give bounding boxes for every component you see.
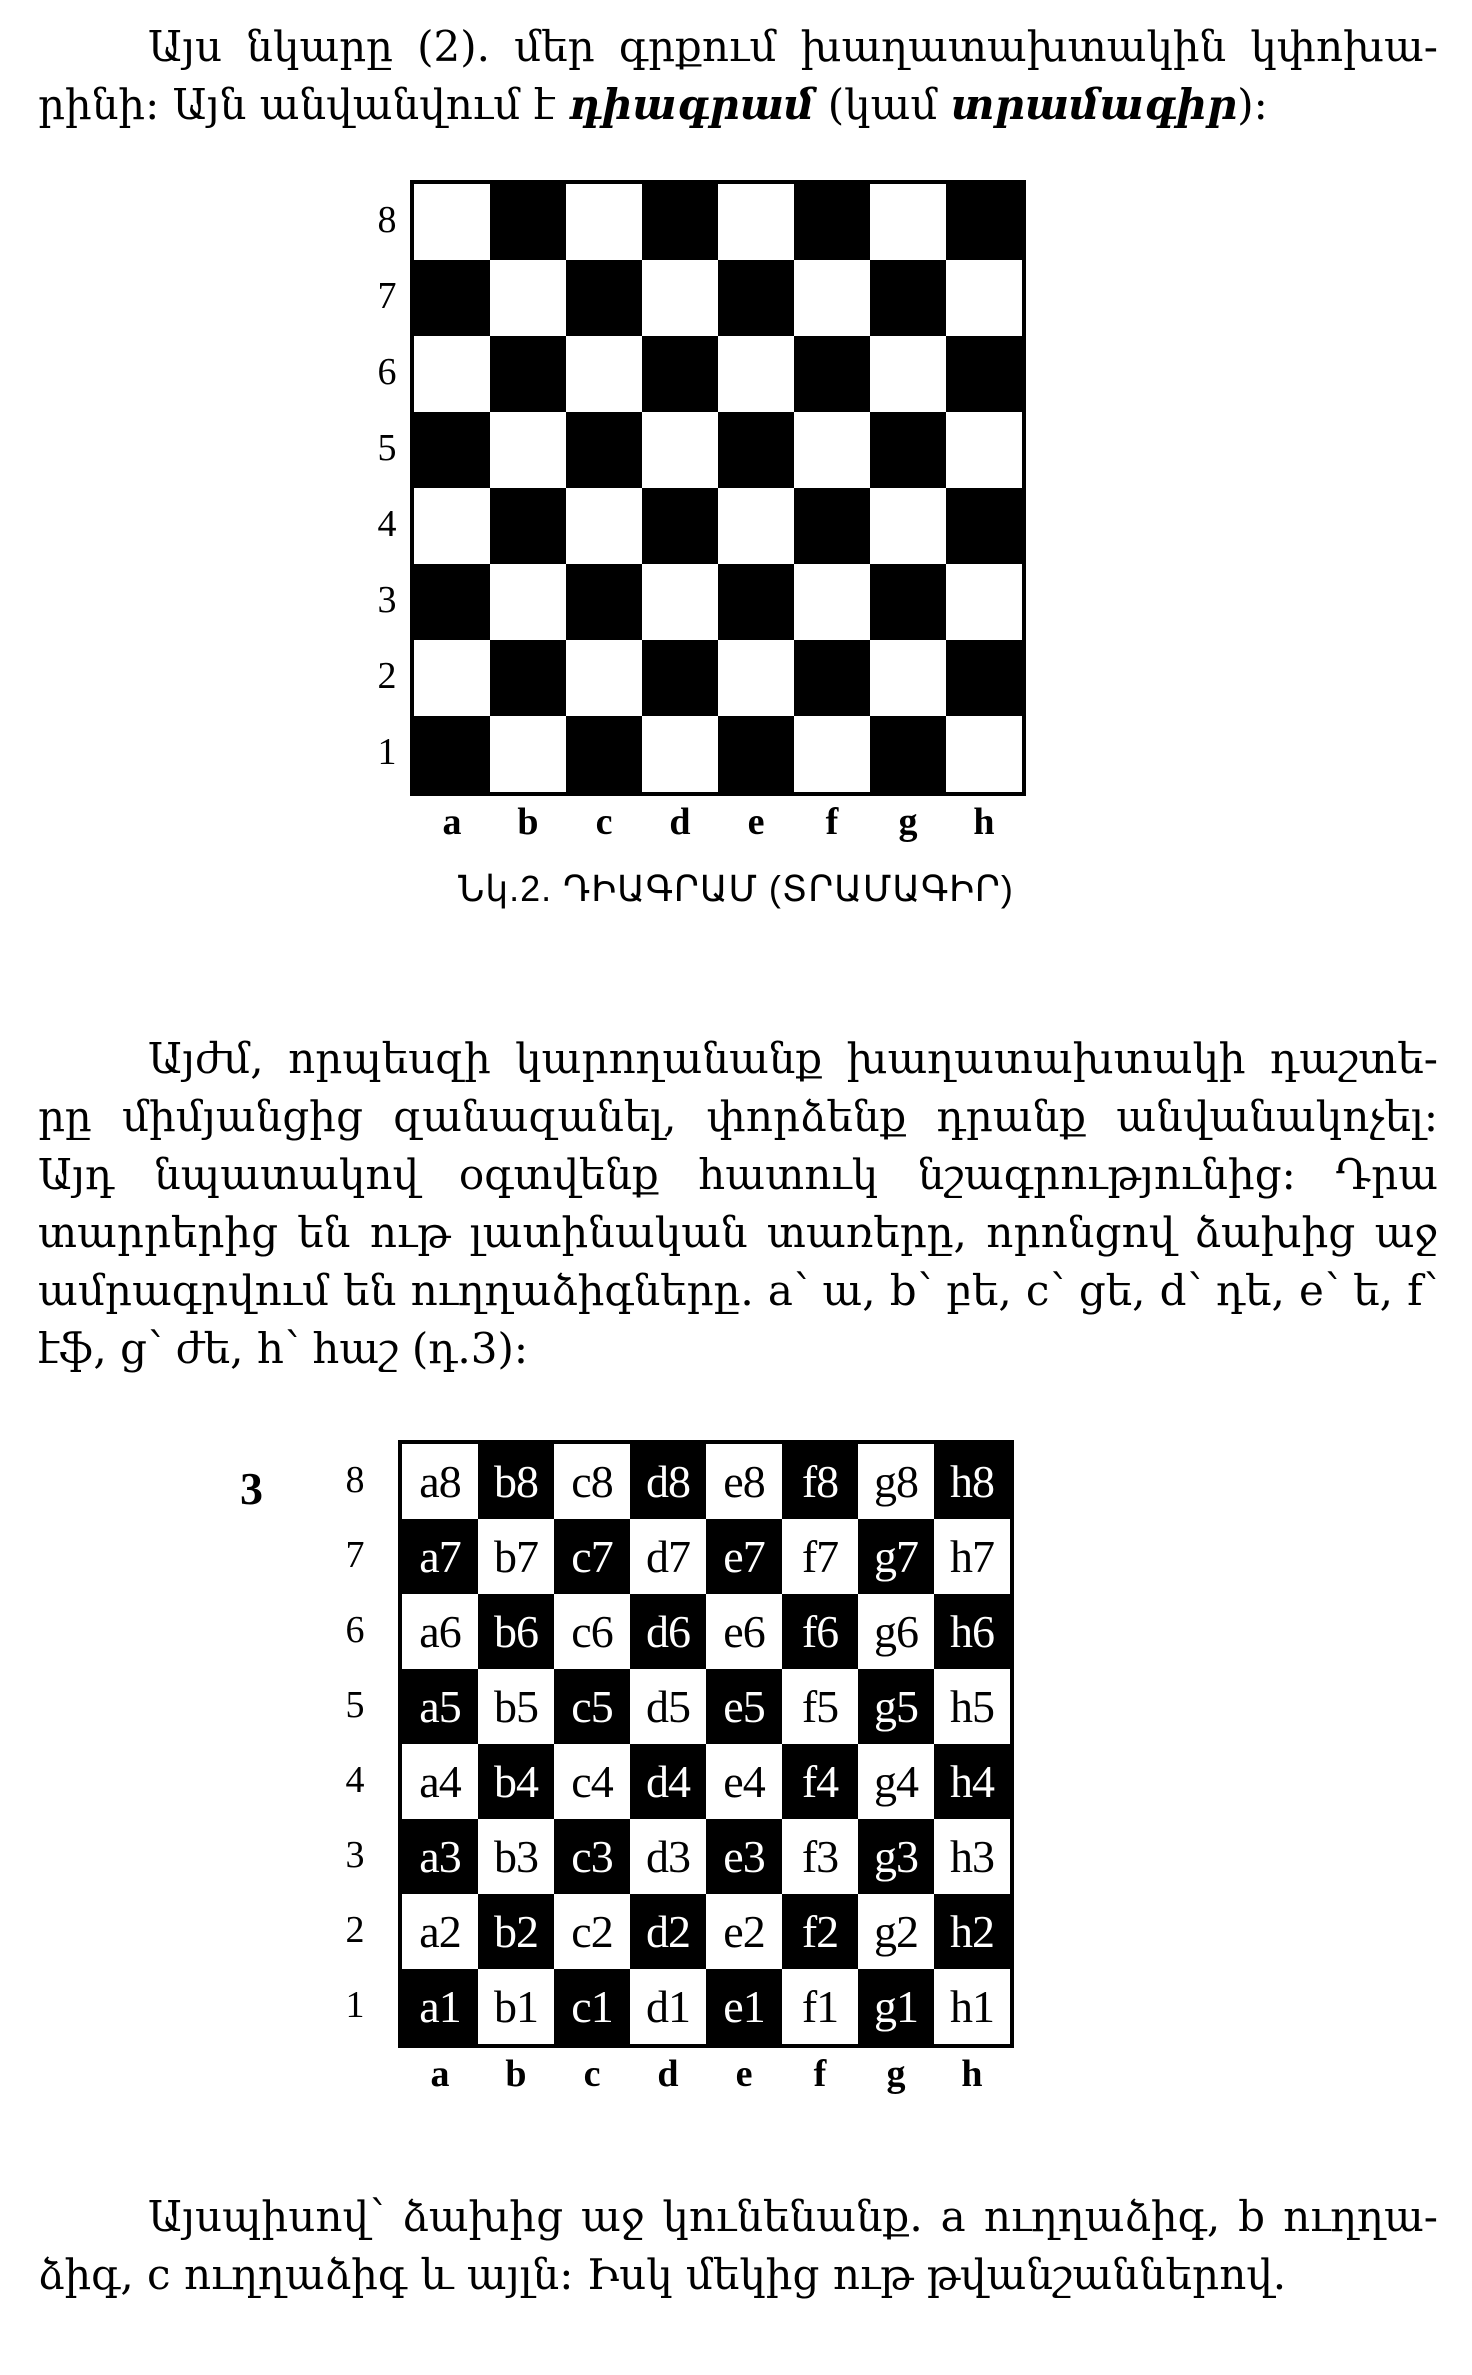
board-square xyxy=(566,412,642,488)
board-square xyxy=(554,1669,630,1744)
board-square xyxy=(554,1519,630,1594)
square-label: d1 xyxy=(646,1981,690,2032)
board-square xyxy=(934,1519,1010,1594)
square-label: c1 xyxy=(571,1981,613,2032)
board-square xyxy=(946,640,1022,716)
board-square xyxy=(794,716,870,792)
board-square xyxy=(478,1444,554,1519)
file-label: b xyxy=(505,2053,527,2095)
square-label: b5 xyxy=(494,1681,538,1732)
board-square xyxy=(490,640,566,716)
board-square xyxy=(478,1969,554,2044)
board-square xyxy=(566,260,642,336)
file-label: b xyxy=(517,801,539,843)
file-label: h xyxy=(973,801,995,843)
board-square xyxy=(642,716,718,792)
board-square xyxy=(478,1669,554,1744)
board-square xyxy=(490,260,566,336)
board-square xyxy=(554,1969,630,2044)
board-square xyxy=(414,412,490,488)
board-square xyxy=(642,564,718,640)
rank-label: 2 xyxy=(345,1908,365,1951)
board-square xyxy=(630,1594,706,1669)
square-label: g2 xyxy=(874,1906,918,1957)
board-square xyxy=(402,1969,478,2044)
body-paragraph xyxy=(38,1030,1438,1378)
figure3-chessboard xyxy=(398,1440,1014,2048)
rank-label: 4 xyxy=(377,503,397,545)
square-label: b3 xyxy=(494,1831,538,1882)
square-label: e7 xyxy=(723,1531,765,1582)
file-label: c xyxy=(595,801,613,843)
square-label: e4 xyxy=(723,1756,765,1807)
square-label: f5 xyxy=(801,1681,839,1732)
board-square xyxy=(402,1894,478,1969)
board-square xyxy=(642,260,718,336)
board-square xyxy=(478,1819,554,1894)
board-square xyxy=(946,260,1022,336)
rank-label: 3 xyxy=(377,579,397,621)
board-square xyxy=(718,640,794,716)
file-label: h xyxy=(961,2053,983,2095)
board-square xyxy=(706,1594,782,1669)
board-square xyxy=(414,716,490,792)
square-label: b7 xyxy=(494,1531,538,1582)
square-label: d5 xyxy=(646,1681,690,1732)
square-label: c6 xyxy=(571,1606,613,1657)
rank-label: 7 xyxy=(377,275,397,317)
board-square xyxy=(934,1669,1010,1744)
board-square xyxy=(782,1594,858,1669)
board-square xyxy=(642,184,718,260)
board-square xyxy=(934,1744,1010,1819)
board-square xyxy=(554,1444,630,1519)
board-square xyxy=(490,412,566,488)
square-label: a2 xyxy=(419,1906,461,1957)
board-square xyxy=(402,1519,478,1594)
board-square xyxy=(794,412,870,488)
rank-label: 6 xyxy=(345,1608,365,1651)
square-label: a4 xyxy=(419,1756,461,1807)
square-label: a6 xyxy=(419,1606,461,1657)
board-square xyxy=(946,336,1022,412)
board-square xyxy=(478,1744,554,1819)
board-square xyxy=(566,184,642,260)
board-square xyxy=(782,1744,858,1819)
intro-text-before: Այս նկարը (2). մեր գրքում խաղատախտակին կփոխա-րինի: Այն անվանվում է xyxy=(38,22,1438,129)
board-square xyxy=(858,1969,934,2044)
board-square xyxy=(402,1594,478,1669)
board-square xyxy=(630,1669,706,1744)
board-square xyxy=(490,488,566,564)
square-label: g6 xyxy=(874,1606,918,1657)
rank-label: 5 xyxy=(345,1683,365,1726)
square-label: c2 xyxy=(571,1906,613,1957)
board-square xyxy=(630,1744,706,1819)
board-square xyxy=(794,260,870,336)
footer-text: Այսպիսով՝ ձախից աջ կունենանք. a ուղղաձիգ, b ուղղա-ձիգ, c ուղղաձիգ և այլն: Իսկ մեկից ութ թվանշաններով. xyxy=(38,2192,1438,2299)
square-label: g8 xyxy=(874,1456,918,1507)
board-square xyxy=(718,336,794,412)
board-square xyxy=(706,1444,782,1519)
board-square xyxy=(718,716,794,792)
board-square xyxy=(642,336,718,412)
board-square xyxy=(718,260,794,336)
figure3-number: 3 xyxy=(240,1463,263,1514)
board-square xyxy=(858,1519,934,1594)
board-square xyxy=(858,1444,934,1519)
board-square xyxy=(414,488,490,564)
square-label: e5 xyxy=(723,1681,765,1732)
file-label: f xyxy=(813,2053,827,2095)
square-label: a3 xyxy=(419,1831,461,1882)
board-square xyxy=(934,1819,1010,1894)
board-square xyxy=(566,716,642,792)
board-square xyxy=(934,1969,1010,2044)
board-square xyxy=(858,1594,934,1669)
square-label: h1 xyxy=(950,1981,994,2032)
square-label: f1 xyxy=(801,1981,839,2032)
square-label: f2 xyxy=(801,1906,839,1957)
square-label: g1 xyxy=(874,1981,918,2032)
file-label: a xyxy=(430,2053,450,2095)
board-square xyxy=(782,1519,858,1594)
intro-paragraph xyxy=(38,18,1438,134)
board-square xyxy=(566,640,642,716)
board-square xyxy=(946,564,1022,640)
board-square xyxy=(858,1894,934,1969)
rank-label: 8 xyxy=(377,199,397,241)
figure2-caption: Նկ.2. ԴԻԱԳՐԱՄ (ՏՐԱՄԱԳԻՐ) xyxy=(458,868,1014,909)
board-square xyxy=(946,184,1022,260)
board-square xyxy=(782,1969,858,2044)
square-label: f7 xyxy=(801,1531,839,1582)
file-label: e xyxy=(747,801,765,843)
square-label: c5 xyxy=(571,1681,613,1732)
board-square xyxy=(402,1669,478,1744)
board-square xyxy=(642,640,718,716)
board-square xyxy=(490,716,566,792)
square-label: e8 xyxy=(723,1456,765,1507)
file-label: f xyxy=(825,801,839,843)
square-label: d4 xyxy=(646,1756,690,1807)
file-label: g xyxy=(898,801,918,843)
board-square xyxy=(478,1519,554,1594)
rank-label: 8 xyxy=(345,1458,365,1501)
board-square xyxy=(718,564,794,640)
rank-label: 3 xyxy=(345,1833,365,1876)
rank-label: 4 xyxy=(345,1758,365,1801)
board-square xyxy=(858,1669,934,1744)
square-label: f6 xyxy=(801,1606,839,1657)
square-label: h6 xyxy=(950,1606,994,1657)
square-label: g3 xyxy=(874,1831,918,1882)
board-square xyxy=(870,488,946,564)
board-square xyxy=(870,564,946,640)
board-square xyxy=(566,336,642,412)
square-label: c4 xyxy=(571,1756,613,1807)
file-label: c xyxy=(583,2053,601,2095)
board-square xyxy=(946,412,1022,488)
board-square xyxy=(934,1594,1010,1669)
square-label: g5 xyxy=(874,1681,918,1732)
square-label: c7 xyxy=(571,1531,613,1582)
square-label: c3 xyxy=(571,1831,613,1882)
square-label: e3 xyxy=(723,1831,765,1882)
board-square xyxy=(870,184,946,260)
board-square xyxy=(478,1894,554,1969)
board-square xyxy=(490,184,566,260)
square-label: e6 xyxy=(723,1606,765,1657)
square-label: b2 xyxy=(494,1906,538,1957)
rank-label: 5 xyxy=(377,427,397,469)
square-label: a8 xyxy=(419,1456,461,1507)
square-label: f3 xyxy=(801,1831,839,1882)
file-label: g xyxy=(886,2053,906,2095)
square-label: f4 xyxy=(801,1756,839,1807)
board-square xyxy=(414,184,490,260)
square-label: d6 xyxy=(646,1606,690,1657)
board-square xyxy=(706,1969,782,2044)
square-label: c8 xyxy=(571,1456,613,1507)
board-square xyxy=(554,1594,630,1669)
square-label: d3 xyxy=(646,1831,690,1882)
board-square xyxy=(718,184,794,260)
square-label: h2 xyxy=(950,1906,994,1957)
board-square xyxy=(414,336,490,412)
square-label: h7 xyxy=(950,1531,994,1582)
board-square xyxy=(870,336,946,412)
board-square xyxy=(402,1819,478,1894)
board-square xyxy=(566,564,642,640)
board-square xyxy=(706,1894,782,1969)
board-square xyxy=(934,1444,1010,1519)
board-square xyxy=(706,1744,782,1819)
board-square xyxy=(794,640,870,716)
board-square xyxy=(490,564,566,640)
square-label: h3 xyxy=(950,1831,994,1882)
board-square xyxy=(490,336,566,412)
file-label: e xyxy=(735,2053,753,2095)
square-label: b1 xyxy=(494,1981,538,2032)
board-square xyxy=(554,1819,630,1894)
board-square xyxy=(718,488,794,564)
board-square xyxy=(402,1744,478,1819)
board-square xyxy=(858,1744,934,1819)
square-label: a5 xyxy=(419,1681,461,1732)
board-square xyxy=(630,1519,706,1594)
square-label: e2 xyxy=(723,1906,765,1957)
board-square xyxy=(414,640,490,716)
board-square xyxy=(630,1444,706,1519)
body-text: Այժմ, որպեսզի կարողանանք խաղատախտակի դաշտե-րը միմյանցից զանազանել, փորձենք դրանք անվանակոչել: Այդ նպատակով օգտվենք հատուկ նշագրությունից: Դրա տարրերից են ութ լատինական տառերը, որոնցով ձախից աջ ամրագրվում են ուղղաձիգները. a՝ ա, b՝ բե, c՝ ցե, d՝ դե, e՝ ե, f՝ էֆ, g՝ ժե, h՝ հաշ (դ.3): xyxy=(38,1034,1438,1373)
board-square xyxy=(706,1669,782,1744)
file-label: a xyxy=(442,801,462,843)
board-square xyxy=(782,1444,858,1519)
rank-label: 6 xyxy=(377,351,397,393)
board-square xyxy=(642,412,718,488)
board-square xyxy=(630,1894,706,1969)
square-label: b6 xyxy=(494,1606,538,1657)
board-square xyxy=(642,488,718,564)
file-label: d xyxy=(669,801,691,843)
square-label: e1 xyxy=(723,1981,765,2032)
square-label: h4 xyxy=(950,1756,994,1807)
board-square xyxy=(630,1969,706,2044)
board-square xyxy=(858,1819,934,1894)
board-square xyxy=(566,488,642,564)
square-label: h8 xyxy=(950,1456,994,1507)
figure2-chessboard xyxy=(410,180,1026,796)
square-label: b4 xyxy=(494,1756,538,1807)
rank-label: 7 xyxy=(345,1533,365,1576)
board-square xyxy=(794,184,870,260)
term-diagram: դիագրամ xyxy=(568,80,815,129)
board-square xyxy=(630,1819,706,1894)
footer-paragraph xyxy=(38,2188,1438,2304)
board-square xyxy=(402,1444,478,1519)
board-square xyxy=(478,1594,554,1669)
rank-label: 2 xyxy=(377,655,397,697)
rank-label: 1 xyxy=(377,731,397,773)
term-tramagir: տրամագիր xyxy=(950,80,1238,129)
board-square xyxy=(870,412,946,488)
rank-label: 1 xyxy=(345,1983,365,2026)
board-square xyxy=(946,716,1022,792)
file-label: d xyxy=(657,2053,679,2095)
board-square xyxy=(870,260,946,336)
square-label: d7 xyxy=(646,1531,690,1582)
board-square xyxy=(414,260,490,336)
square-label: a7 xyxy=(419,1531,461,1582)
board-square xyxy=(554,1744,630,1819)
board-square xyxy=(870,716,946,792)
board-square xyxy=(706,1519,782,1594)
board-square xyxy=(794,564,870,640)
square-label: a1 xyxy=(419,1981,461,2032)
square-label: g4 xyxy=(874,1756,918,1807)
board-square xyxy=(870,640,946,716)
square-label: b8 xyxy=(494,1456,538,1507)
board-square xyxy=(414,564,490,640)
board-square xyxy=(946,488,1022,564)
square-label: d8 xyxy=(646,1456,690,1507)
board-square xyxy=(794,488,870,564)
board-square xyxy=(718,412,794,488)
board-square xyxy=(934,1894,1010,1969)
square-label: h5 xyxy=(950,1681,994,1732)
board-square xyxy=(782,1894,858,1969)
square-label: g7 xyxy=(874,1531,918,1582)
board-square xyxy=(794,336,870,412)
intro-text-mid: (կամ xyxy=(814,80,951,129)
square-label: d2 xyxy=(646,1906,690,1957)
board-square xyxy=(706,1819,782,1894)
board-square xyxy=(782,1819,858,1894)
board-square xyxy=(782,1669,858,1744)
board-square xyxy=(554,1894,630,1969)
square-label: f8 xyxy=(801,1456,839,1507)
intro-text-after: ): xyxy=(1237,80,1268,129)
